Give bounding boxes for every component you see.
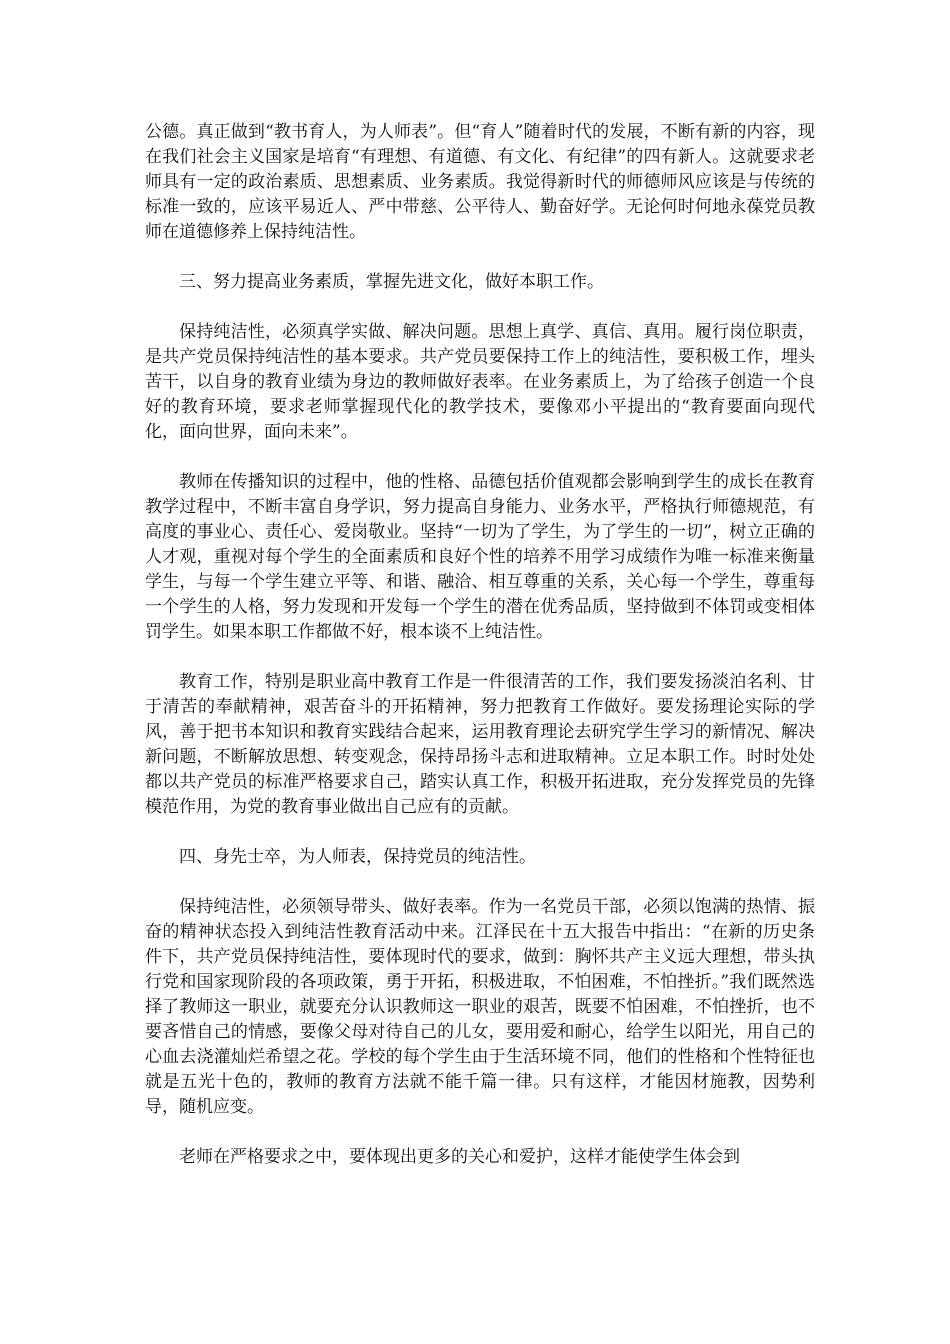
paragraph: 保持纯洁性，必须领导带头、做好表率。作为一名党员干部，必须以饱满的热情、振奋的精神状态投入到纯洁性教育活动中来。江泽民在十五大报告中指出：“在新的历史条件下，共产党员保持纯洁性，要体现时代的要求，做到：胸怀共产主义远大理想，带头执行党和国家现阶段的各项政策，勇于开拓，积极进取，不怕困难，不怕挫折。”我们既然选择了教师这一职业，就要充分认识教师这一职业的艰苦，既要不怕困难，不怕挫折，也不要吝惜自己的情感，要像父母对待自己的儿女，要用爱和耐心，给学生以阳光，用自己的心血去浇灌灿烂希望之花。学校的每个学生由于生活环境不同，他们的性格和个性特征也就是五光十色的，教师的教育方法就不能千篇一律。只有这样，才能因材施教，因势利导，随机应变。 bbox=[145, 897, 815, 1117]
section-heading-4: 四、身先士卒，为人师表，保持党员的纯洁性。 bbox=[179, 847, 536, 867]
paragraph: 保持纯洁性，必须真学实做、解决问题。思想上真学、真信、真用。履行岗位职责，是共产党员保持纯洁性的基本要求。共产党员要保持工作上的纯洁性，要积极工作，埋头苦干，以自身的教育业绩为身边的教师做好表率。在业务素质上，为了给孩子创造一个良好的教育环境，要求老师掌握现代化的教学技术，要像邓小平提出的“教育要面向现代化，面向世界，面向未来”。 bbox=[145, 322, 815, 442]
paragraph: 老师在严格要求之中，要体现出更多的关心和爱护，这样才能使学生体会到 bbox=[179, 1147, 740, 1167]
document-body bbox=[145, 120, 815, 1195]
paragraph: 教育工作，特别是职业高中教育工作是一件很清苦的工作，我们要发扬淡泊名利、甘于清苦的奉献精神，艰苦奋斗的开拓精神，努力把教育工作做好。要发扬理论实际的学风，善于把书本知识和教育实践结合起来，运用教育理论去研究学生学习的新情况、解决新问题，不断解放思想、转变观念，保持昂扬斗志和进取精神。立足本职工作。时时处处都以共产党员的标准严格要求自己，踏实认真工作，积极开拓进取，充分发挥党员的先锋模范作用，为党的教育事业做出自己应有的贡献。 bbox=[145, 672, 815, 817]
paragraph-continuation: 公德。真正做到“教书育人，为人师表”。但“育人”随着时代的发展，不断有新的内容，现在我们社会主义国家是培育“有理想、有道德、有文化、有纪律”的四有新人。这就要求老师具有一定的政治素质、思想素质、业务素质。我觉得新时代的师德师风应该是与传统的标准一致的，应该平易近人、严中带慈、公平待人、勤奋好学。无论何时何地永葆党员教师在道德修养上保持纯洁性。 bbox=[145, 122, 815, 242]
section-heading-3: 三、努力提高业务素质，掌握先进文化，做好本职工作。 bbox=[179, 272, 604, 292]
paragraph: 教师在传播知识的过程中，他的性格、品德包括价值观都会影响到学生的成长在教育教学过程中，不断丰富自身学识，努力提高自身能力、业务水平，严格执行师德规范，有高度的事业心、责任心、爱岗敬业。坚持“一切为了学生，为了学生的一切”，树立正确的人才观，重视对每个学生的全面素质和良好个性的培养不用学习成绩作为唯一标准来衡量学生，与每一个学生建立平等、和谐、融洽、相互尊重的关系，关心每一个学生，尊重每一个学生的人格，努力发现和开发每一个学生的潜在优秀品质，坚持做到不体罚或变相体罚学生。如果本职工作都做不好，根本谈不上纯洁性。 bbox=[145, 472, 815, 642]
